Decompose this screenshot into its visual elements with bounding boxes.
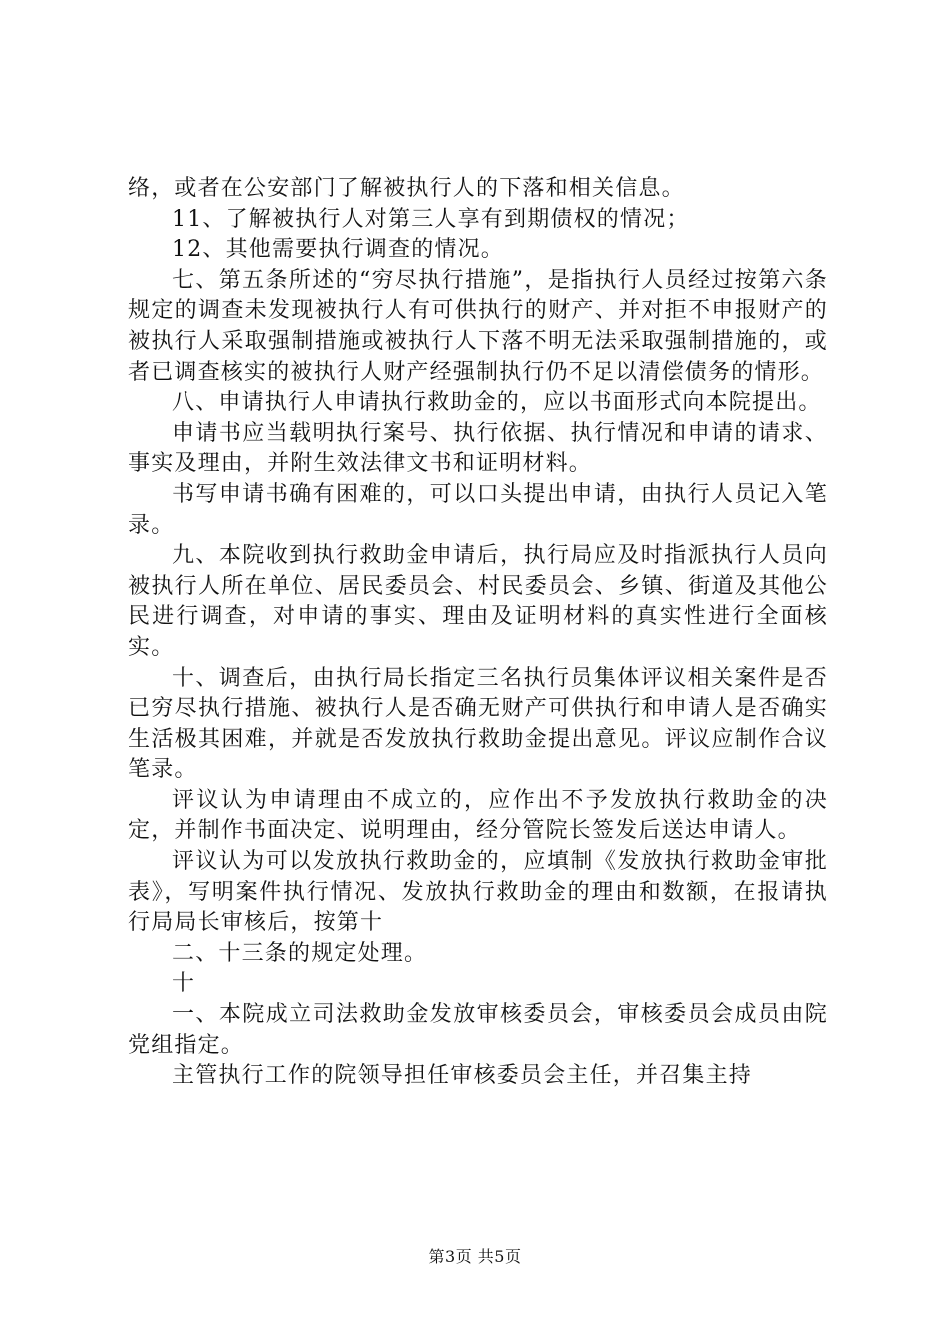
paragraph: 主管执行工作的院领导担任审核委员会主任，并召集主持 (172, 1063, 753, 1089)
paragraph: 二、十三条的规定处理。 (172, 940, 428, 966)
paragraph: 评议认为申请理由不成立的，应作出不予发放执行救助金的决定，并制作书面决定、说明理由，经分管院长签发后送达申请人。 (128, 787, 828, 844)
paragraph: 络，或者在公安部门了解被执行人的下落和相关信息。 (128, 176, 685, 201)
document-body (128, 174, 828, 1092)
paragraph: 十 (172, 971, 196, 997)
paragraph: 九、本院收到执行救助金申请后，执行局应及时指派执行人员向被执行人所在单位、居民委员会、村民委员会、乡镇、街道及其他公民进行调查，对申请的事实、理由及证明材料的真实性进行全面核实。 (128, 543, 828, 660)
page-footer (0, 1244, 950, 1267)
paragraph: 书写申请书确有困难的，可以口头提出申请，由执行人员记入笔录。 (128, 481, 828, 538)
paragraph: 七、第五条所述的“穷尽执行措施”，是指执行人员经过按第六条规定的调查未发现被执行人有可供执行的财产、并对拒不申报财产的被执行人采取强制措施或被执行人下落不明无法采取强制措施的，或者已调查核实的被执行人财产经强制执行仍不足以清偿债务的情形。 (128, 267, 828, 385)
paragraph: 申请书应当载明执行案号、执行依据、执行情况和申请的请求、事实及理由，并附生效法律文书和证明材料。 (128, 420, 828, 477)
page-number-label: 第3页 共5页 (428, 1247, 522, 1266)
paragraph: 八、申请执行人申请执行救助金的，应以书面形式向本院提出。 (172, 390, 822, 416)
paragraph: 12、其他需要执行调查的情况。 (172, 237, 504, 263)
paragraph: 评议认为可以发放执行救助金的，应填制《发放执行救助金审批表》，写明案件执行情况、发放执行救助金的理由和数额，在报请执行局局长审核后，按第十 (128, 849, 828, 936)
paragraph: 11、了解被执行人对第三人享有到期债权的情况； (172, 206, 690, 232)
paragraph: 一、本院成立司法救助金发放审核委员会，审核委员会成员由院党组指定。 (128, 1002, 828, 1058)
paragraph: 十、调查后，由执行局长指定三名执行员集体评议相关案件是否已穷尽执行措施、被执行人是否确无财产可供执行和申请人是否确实生活极其困难，并就是否发放执行救助金提出意见。评议应制作合议笔录。 (128, 665, 828, 783)
